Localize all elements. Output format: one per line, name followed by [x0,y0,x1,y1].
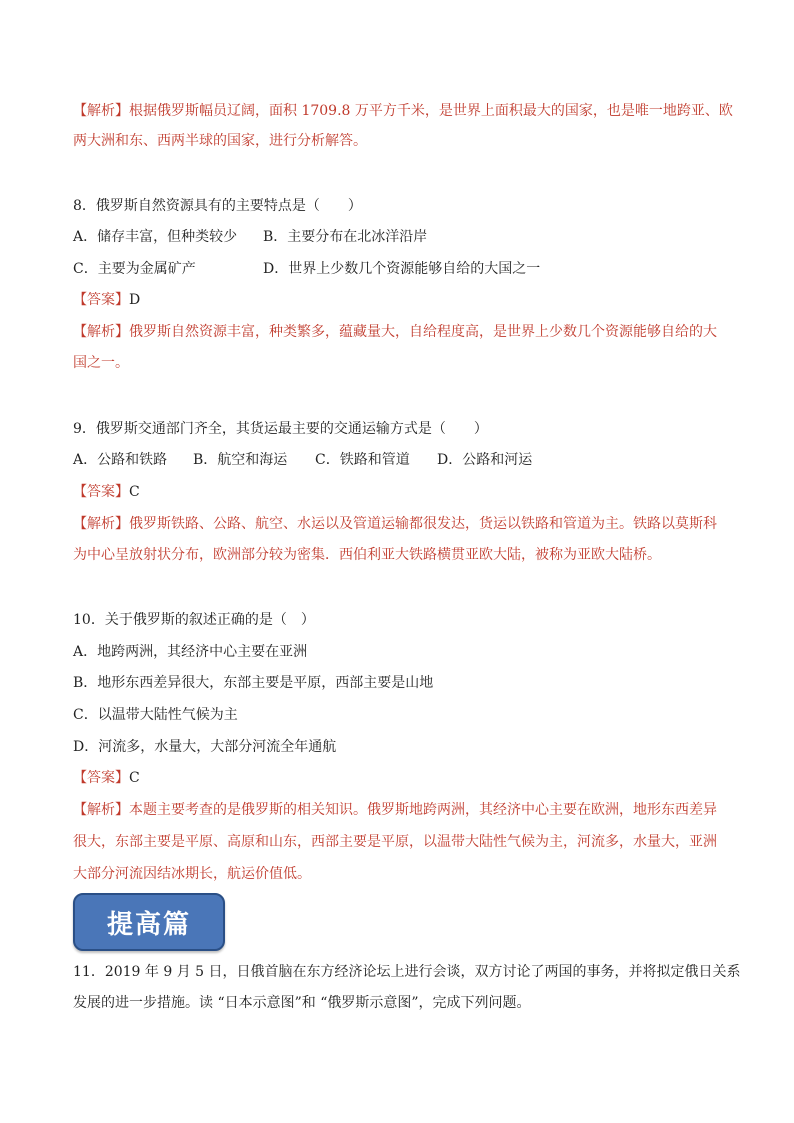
intro-analysis-line-1: 【解析】根据俄罗斯幅员辽阔，面积 1709.8 万平方千米，是世界上面积最大的国家，也是唯一地跨亚、欧 [73,103,733,119]
analysis-tag: 【解析】 [73,324,129,340]
intro-analysis-line-2: 两大洲和东、西两半球的国家，进行分析解答。 [73,133,367,149]
option-c: C．铁路和管道 [315,452,410,468]
answer-value: C [129,484,140,500]
option-d: D．河流多，水量大，大部分河流全年通航 [73,739,337,755]
question-11-stem-line-1: 11．2019 年 9 月 5 日，日俄首脑在东方经济论坛上进行会谈，双方讨论了两国的事务，并将拟定俄日关系 [73,964,741,980]
analysis-tag: 【解析】 [73,103,129,119]
question-10-analysis-line-3: 大部分河流因结冰期长，航运价值低。 [73,866,311,882]
question-8-answer [73,290,733,310]
section-badge: 提高篇 [73,893,225,951]
option-d: D．世界上少数几个资源能够自给的大国之一 [263,261,541,277]
question-9-analysis-line-2: 为中心呈放射状分布，欧洲部分较为密集．西伯利亚大铁路横贯亚欧大陆，被称为亚欧大陆桥。 [73,547,661,563]
question-10-analysis-line-2: 很大，东部主要是平原、高原和山东，西部主要是平原，以温带大陆性气候为主，河流多，水量大，亚洲 [73,834,717,850]
question-8-stem: 8．俄罗斯自然资源具有的主要特点是（ ） [73,198,362,214]
answer-tag: 【答案】 [73,770,129,786]
analysis-tag: 【解析】 [73,516,129,532]
question-9-stem: 9．俄罗斯交通部门齐全，其货运最主要的交通运输方式是（ ） [73,421,488,437]
answer-value: D [129,292,141,308]
option-b: B．主要分布在北冰洋沿岸 [263,229,428,245]
answer-tag: 【答案】 [73,292,129,308]
option-a: A．储存丰富，但种类较少 [73,229,238,245]
question-9-analysis-line-1: 【解析】俄罗斯铁路、公路、航空、水运以及管道运输都很发达，货运以铁路和管道为主。铁路以莫斯科 [73,516,717,532]
answer-value: C [129,770,140,786]
question-8-analysis-line-1: 【解析】俄罗斯自然资源丰富，种类繁多，蕴藏量大，自给程度高，是世界上少数几个资源能够自给的大 [73,324,717,340]
question-9-answer [73,482,733,502]
question-10-answer [73,768,733,788]
analysis-tag: 【解析】 [73,802,129,818]
question-10-stem: 10．关于俄罗斯的叙述正确的是（ ） [73,612,315,628]
option-d: D．公路和河运 [437,452,533,468]
question-11-stem-line-2: 发展的进一步措施。读 “日本示意图”和 “俄罗斯示意图”，完成下列问题。 [73,995,531,1011]
answer-tag: 【答案】 [73,484,129,500]
question-8-analysis-line-2: 国之一。 [73,355,129,371]
option-b: B．航空和海运 [193,452,288,468]
option-b: B．地形东西差异很大，东部主要是平原，西部主要是山地 [73,675,434,691]
question-10-analysis-line-1: 【解析】本题主要考查的是俄罗斯的相关知识。俄罗斯地跨两洲，其经济中心主要在欧洲，地形东西差异 [73,802,717,818]
option-a: A．公路和铁路 [73,452,168,468]
option-c: C．主要为金属矿产 [73,261,196,277]
option-a: A．地跨两洲，其经济中心主要在亚洲 [73,644,308,660]
option-c: C．以温带大陆性气候为主 [73,707,238,723]
